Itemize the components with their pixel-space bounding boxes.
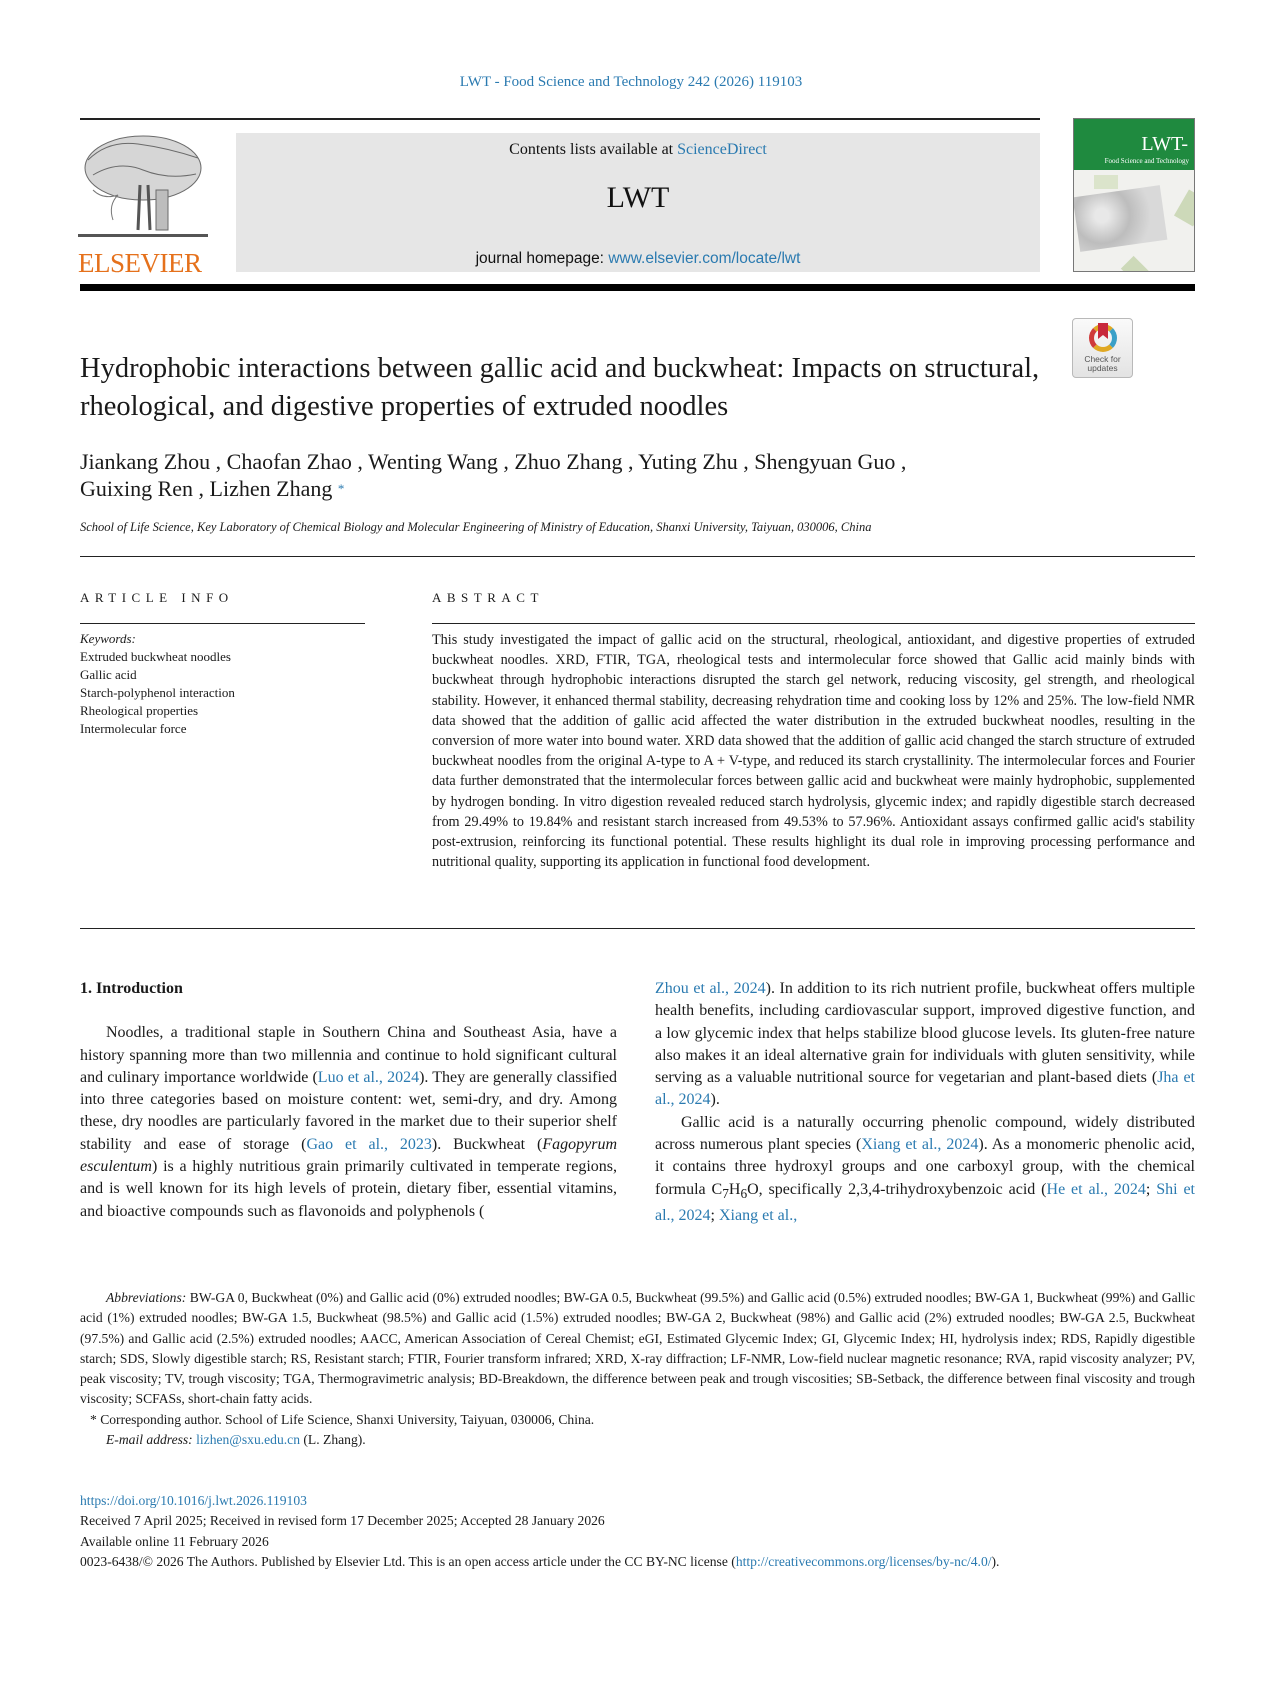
- keyword: Gallic acid: [80, 667, 137, 682]
- text: Noodles, a traditional staple in Southern China and Southeast Asia, have a history spanning more than two millennia and continue to hold significant cultural and culinary importance worldwide (: [80, 1024, 617, 1086]
- abstract-text: This study investigated the impact of gallic acid on the structural, rheological, antioxidant, and digestive properties of extruded buckwheat noodles. XRD, FTIR, TGA, rheological tests and intermolecular force showed that Gallic acid mainly binds with buckwheat through hydrophobic interactions disrupted the starch gel network, reducing viscosity, gel strength, and rheological stability. However, it enhanced thermal stability, decreasing rehydration time and cooking loss by 12% and 25%. The low-field NMR data showed that the addition of gallic acid affected the water distribution in the extruded buckwheat noodles, resulting in the conversion of more water into bound water. XRD data showed that the addition of gallic acid changed the starch structure of extruded buckwheat noodles from the original A-type to A + V-type, and reduced its starch crystallinity. The intermolecular forces and Fourier data further demonstrated that the intermolecular forces between gallic acid and buckwheat were mainly hydrophobic, supplemented by hydrogen bonding. In vitro digestion revealed reduced starch hydrolysis, glycemic index; and rapidly digestible starch decreased from 29.49% to 19.84% and resistant starch increased from 49.53% to 57.96%. Antioxidant assays confirmed gallic acid's stability post-extrusion, reinforcing its functional potential. These results highlight its dual role in improving processing performance and nutritional quality, supporting its application in functional food development.: [432, 632, 1195, 871]
- cover-title: LWT-: [1141, 133, 1188, 155]
- header-rule: [80, 284, 1195, 291]
- keywords-list: [80, 630, 365, 738]
- text: ).: [710, 1091, 720, 1109]
- section-heading: 1. Introduction: [80, 980, 183, 997]
- citation-link[interactable]: Luo et al., 2024: [317, 1068, 420, 1086]
- citation-link[interactable]: Shi et al., 2024: [655, 1180, 1196, 1225]
- divider: [80, 623, 365, 624]
- text: ). Buckwheat (: [431, 1135, 543, 1153]
- species-name: Fagopyrum esculentum: [80, 1135, 617, 1176]
- contents-prefix: Contents lists available at: [509, 141, 678, 158]
- text: ;: [1145, 1180, 1157, 1198]
- footnotes: [80, 1288, 1195, 1450]
- citation-link[interactable]: Jha et al., 2024: [655, 1069, 1196, 1109]
- divider: [80, 556, 1195, 557]
- subscript: 7: [722, 1185, 729, 1201]
- abstract-heading: ABSTRACT: [432, 590, 544, 605]
- check-for-updates-button[interactable]: [1072, 318, 1133, 378]
- license-statement: [80, 1552, 1195, 1572]
- available-online: Available online 11 February 2026: [80, 1533, 269, 1549]
- journal-name: LWT: [606, 181, 670, 214]
- journal-cover-image: [1073, 118, 1195, 272]
- text: ). They are generally classified into three categories based on moisture content: wet, semi-dry, and dry. Among these, dry noodles are particularly favored in the market due to their superior shelf stability and ease of storage (: [80, 1068, 618, 1153]
- homepage-line: [236, 250, 1040, 268]
- text: ). As a monomeric phenolic acid, it contains three hydroxyl groups and one carboxyl group, with the chemical formula C: [655, 1136, 1195, 1198]
- keyword: Rheological properties: [80, 703, 199, 718]
- license-text: ).: [991, 1553, 1000, 1569]
- divider: [432, 623, 1195, 624]
- abbreviations-label: Abbreviations:: [106, 1290, 187, 1305]
- cover-decoration: [1121, 256, 1149, 272]
- license-text: 0023-6438/© 2026 The Authors. Published by Elsevier Ltd. This is an open access article under the CC BY-NC license (: [80, 1553, 736, 1569]
- divider: [80, 928, 1195, 929]
- text: Gallic acid is a naturally occurring phenolic compound, widely distributed across numerous plant species (: [655, 1113, 1195, 1154]
- email-link[interactable]: lizhen@sxu.edu.cn: [196, 1432, 300, 1448]
- authors-line-2-names[interactable]: Guixing Ren , Lizhen Zhang: [80, 476, 333, 501]
- abbreviations-text: BW-GA 0, Buckwheat (0%) and Gallic acid (0%) extruded noodles; BW-GA 0.5, Buckwheat (99.5%) and Gallic acid (0.5%) extruded noodles; BW-GA 1, Buckwheat (99%) and Gallic acid (1%) extruded noodles; BW-GA 1.5, Buckwheat (98.5%) and Gallic acid (1.5%) extruded noodles; BW-GA 2, Buckwheat (98%) and Gallic acid (2%) extruded noodles; BW-GA 2.5, Buckwheat (97.5%) and Gallic acid (2.5%) extruded noodles; AACC, American Association of Cereal Chemist; eGI, Estimated Glycemic Index; GI, Glycemic Index; HI, hydrolysis index; RDS, Rapidly digestible starch; SDS, Slowly digestible starch; RS, Resistant starch; FTIR, Fourier transform infrared; XRD, X-ray diffraction; LF-NMR, Low-field nuclear magnetic resonance; RVA, rapid viscosity analyzer; PV, peak viscosity; TV, trough viscosity; TGA, Thermogravimetric analysis; BD-Breakdown, the difference between peak and trough viscosities; SB-Setback, the difference between final viscosity and trough viscosity; SCFASs, short-chain fatty acids.: [80, 1290, 1195, 1407]
- subscript: 6: [740, 1185, 748, 1201]
- journal-banner: [236, 133, 1040, 272]
- check-updates-line1: Check for: [1084, 354, 1121, 364]
- citation-link[interactable]: Zhou et al., 2024: [655, 980, 766, 997]
- email-suffix: (L. Zhang).: [300, 1432, 366, 1448]
- keyword: Starch-polyphenol interaction: [80, 685, 235, 700]
- article-history: Received 7 April 2025; Received in revised form 17 December 2025; Accepted 28 January 2026: [80, 1513, 605, 1529]
- corresponding-author-mark[interactable]: *: [337, 481, 345, 496]
- authors-line-2: [80, 475, 1100, 502]
- paragraph-continued: [655, 978, 1195, 1112]
- affiliation: School of Life Science, Key Laboratory of Chemical Biology and Molecular Engineering of Ministry of Education, Shanxi University, Taiyuan, 030006, China: [80, 520, 872, 534]
- citation-link[interactable]: Xiang et al.,: [719, 1207, 798, 1225]
- check-updates-label: [1073, 355, 1132, 373]
- publisher-wordmark: ELSEVIER: [78, 248, 202, 278]
- sciencedirect-link[interactable]: ScienceDirect: [677, 141, 767, 158]
- cover-photo: [1073, 185, 1167, 252]
- email-footnote: [80, 1430, 1195, 1450]
- corresponding-author-footnote: * Corresponding author. School of Life Science, Shanxi University, Taiyuan, 030006, China.: [90, 1411, 595, 1427]
- article-title: Hydrophobic interactions between gallic acid and buckwheat: Impacts on structural, rheological, and digestive properties of extruded noodles: [80, 353, 1040, 422]
- keyword: Intermolecular force: [80, 721, 187, 736]
- license-link[interactable]: http://creativecommons.org/licenses/by-nc/4.0/: [735, 1553, 992, 1569]
- homepage-link[interactable]: www.elsevier.com/locate/lwt: [608, 250, 801, 267]
- text: O, specifically 2,3,4-trihydroxybenzoic acid (: [747, 1180, 1047, 1198]
- citation-link[interactable]: He et al., 2024: [1046, 1180, 1146, 1198]
- check-updates-line2: updates: [1087, 363, 1118, 373]
- body-column-left: [80, 978, 617, 1223]
- keyword: Extruded buckwheat noodles: [80, 649, 231, 664]
- cover-decoration: [1094, 175, 1118, 189]
- authors-line-1[interactable]: Jiankang Zhou , Chaofan Zhao , Wenting Wang , Zhuo Zhang , Yuting Zhu , Shengyuan Guo ,: [80, 449, 907, 474]
- text: ;: [710, 1207, 719, 1225]
- citation-link[interactable]: Gao et al., 2023: [306, 1135, 432, 1153]
- homepage-prefix: journal homepage:: [475, 250, 609, 267]
- top-rule: [80, 118, 1040, 120]
- author-list: [80, 448, 1100, 502]
- text: ) is a highly nutritious grain primarily cultivated in temperate regions, and is well known for its high levels of protein, dietary fiber, essential vitamins, and bioactive compounds such as flavonoids and polyphenols (: [80, 1158, 617, 1220]
- abbreviations-footnote: [80, 1288, 1195, 1410]
- article-info-heading: ARTICLE INFO: [80, 590, 234, 605]
- paragraph: [80, 1022, 617, 1223]
- keywords-label: Keywords:: [80, 631, 136, 646]
- publication-info: [80, 1491, 1195, 1572]
- text: H: [728, 1180, 741, 1198]
- citation-link[interactable]: Xiang et al., 2024: [861, 1136, 979, 1154]
- doi-link[interactable]: https://doi.org/10.1016/j.lwt.2026.119103: [80, 1493, 307, 1508]
- contents-line: [236, 141, 1040, 159]
- running-head[interactable]: LWT - Food Science and Technology 242 (2026) 119103: [459, 74, 803, 90]
- cover-decoration: [1174, 190, 1195, 227]
- paragraph: [655, 1112, 1195, 1228]
- cover-subtitle: Food Science and Technology: [1104, 157, 1189, 165]
- body-column-right: [655, 978, 1195, 1227]
- email-label: E-mail address:: [106, 1432, 193, 1448]
- text: ). In addition to its rich nutrient profile, buckwheat offers multiple health benefits, including cardiovascular support, improved digestive function, and a low glycemic index that helps stabilize blood glucose levels. Its gluten-free nature also makes it an ideal alternative grain for individuals with gluten sensitivity, while serving as a valuable nutritional source for vegetarian and plant-based diets (: [655, 980, 1195, 1087]
